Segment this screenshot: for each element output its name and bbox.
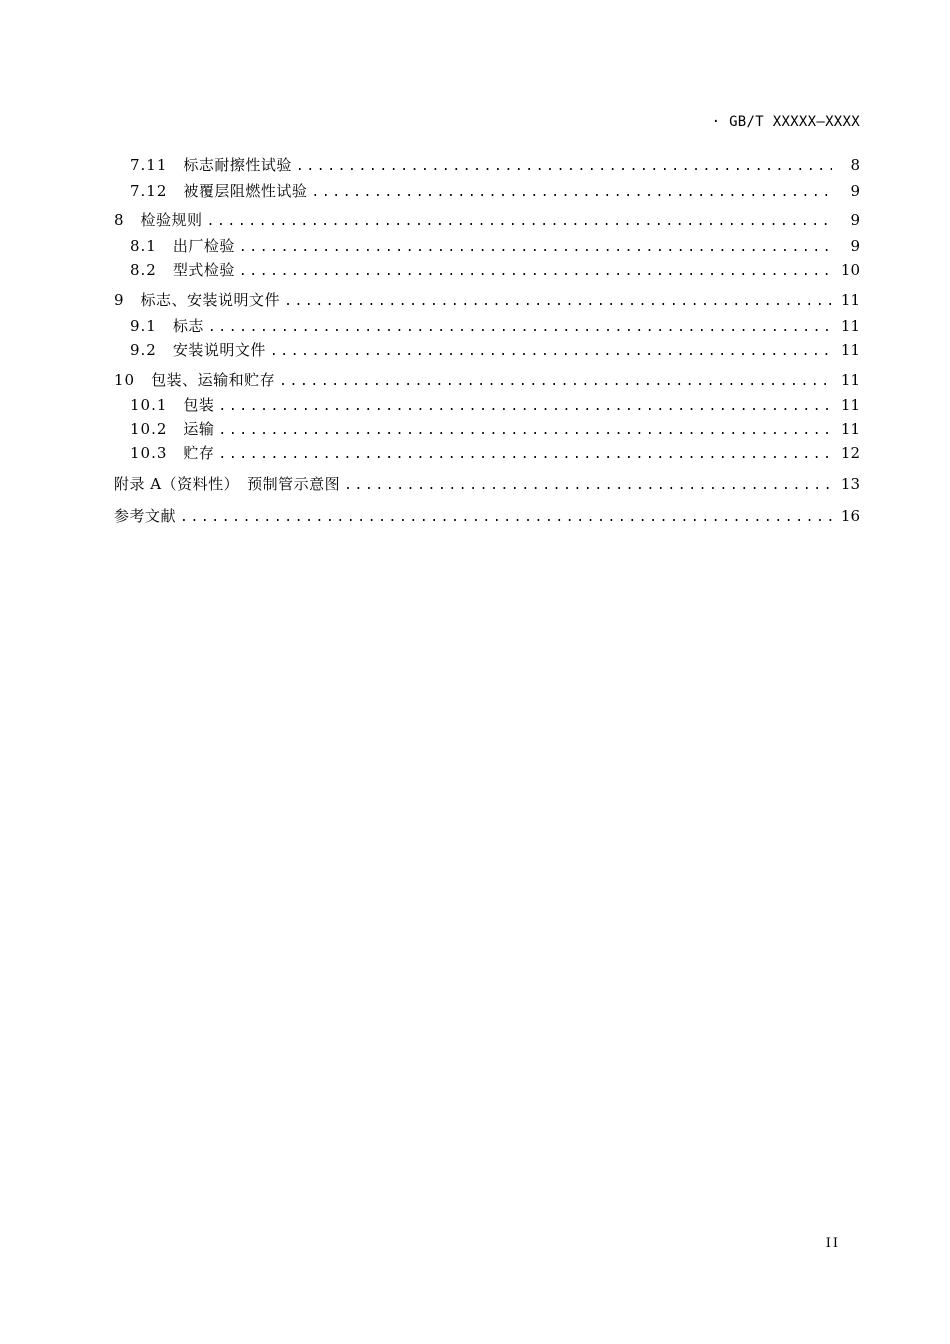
toc-entry-page: 12 bbox=[840, 444, 860, 462]
toc-entry-title: 运输 bbox=[183, 420, 215, 438]
toc-entry-8-2[interactable] bbox=[114, 259, 860, 281]
toc-dot-leader bbox=[180, 507, 832, 529]
toc-entry-10-3[interactable] bbox=[114, 442, 860, 464]
toc-entry-title: 标志耐擦性试验 bbox=[183, 156, 292, 174]
toc-entry-10-2[interactable] bbox=[114, 418, 860, 440]
toc-entry-title: 检验规则 bbox=[140, 211, 203, 229]
toc-entry-title: 被覆层阻燃性试验 bbox=[183, 182, 308, 200]
toc-dot-leader bbox=[239, 261, 832, 283]
toc-entry-title: 附录 A（资料性） 预制管示意图 bbox=[114, 475, 341, 493]
toc-entry-page: 11 bbox=[840, 396, 860, 414]
toc-entry-number: 9.1 bbox=[130, 317, 157, 335]
toc-entry-title: 出厂检验 bbox=[172, 237, 235, 255]
toc-dot-leader bbox=[284, 291, 832, 313]
toc-entry-number: 8.1 bbox=[130, 237, 157, 255]
toc-entry-8[interactable] bbox=[114, 209, 860, 231]
toc-entry-number: 8 bbox=[114, 211, 125, 229]
toc-entry-number: 10.1 bbox=[130, 396, 168, 414]
toc-entry-9[interactable] bbox=[114, 289, 860, 311]
toc-entry-page: 11 bbox=[840, 341, 860, 359]
page-number: II bbox=[825, 1236, 840, 1251]
toc-entry-title: 标志 bbox=[172, 317, 204, 335]
toc-entry-title: 标志、安装说明文件 bbox=[140, 291, 281, 309]
toc-dot-leader bbox=[311, 182, 832, 204]
toc-entry-title: 安装说明文件 bbox=[172, 341, 266, 359]
toc-entry-number: 10.2 bbox=[130, 420, 168, 438]
toc-entry-number: 9.2 bbox=[130, 341, 157, 359]
toc-entry-8-1[interactable] bbox=[114, 235, 860, 257]
toc-dot-leader bbox=[270, 341, 832, 363]
toc-entry-page: 11 bbox=[840, 420, 860, 438]
toc-dot-leader bbox=[296, 156, 832, 178]
toc-entry-number: 7.11 bbox=[130, 156, 168, 174]
toc-entry-9-1[interactable] bbox=[114, 315, 860, 337]
toc-entry-number: 7.12 bbox=[130, 182, 168, 200]
toc-entry-title: 包装、运输和贮存 bbox=[151, 371, 276, 389]
toc-entry-page: 11 bbox=[840, 291, 860, 309]
toc-entry-7-11[interactable] bbox=[114, 154, 860, 176]
standard-code: · GB/T XXXXX—XXXX bbox=[711, 114, 860, 130]
toc-entry-page: 11 bbox=[840, 317, 860, 335]
toc-entry-page: 9 bbox=[850, 237, 860, 255]
toc-dot-leader bbox=[218, 396, 832, 418]
toc-entry-number: 10 bbox=[114, 371, 136, 389]
toc-dot-leader bbox=[208, 317, 832, 339]
toc-entry-title: 包装 bbox=[183, 396, 215, 414]
toc-entry-title: 型式检验 bbox=[172, 261, 235, 279]
toc-dot-leader bbox=[344, 475, 832, 497]
toc-entry-7-12[interactable] bbox=[114, 180, 860, 202]
toc-entry-title: 贮存 bbox=[183, 444, 215, 462]
toc-dot-leader bbox=[239, 237, 832, 259]
toc-entry-10-1[interactable] bbox=[114, 394, 860, 416]
toc-entry-number: 10.3 bbox=[130, 444, 168, 462]
toc-dot-leader bbox=[218, 420, 832, 442]
toc-entry-9-2[interactable] bbox=[114, 339, 860, 361]
toc-dot-leader bbox=[279, 371, 832, 393]
toc-entry-page: 9 bbox=[850, 182, 860, 200]
toc-entry-page: 9 bbox=[850, 211, 860, 229]
toc-entry-page: 10 bbox=[840, 261, 860, 279]
toc-dot-leader bbox=[218, 444, 832, 466]
toc-entry-title: 参考文献 bbox=[114, 507, 177, 525]
toc-entry-number: 9 bbox=[114, 291, 125, 309]
toc-entry-page: 11 bbox=[840, 371, 860, 389]
toc-entry-page: 13 bbox=[840, 475, 860, 493]
toc-entry-page: 16 bbox=[840, 507, 860, 525]
toc-entry-10[interactable] bbox=[114, 369, 860, 391]
toc-entry-page: 8 bbox=[850, 156, 860, 174]
toc-entry-appendix-a[interactable] bbox=[114, 473, 860, 495]
toc-entry-number: 8.2 bbox=[130, 261, 157, 279]
toc-entry-references[interactable] bbox=[114, 505, 860, 527]
toc-dot-leader bbox=[207, 211, 832, 233]
